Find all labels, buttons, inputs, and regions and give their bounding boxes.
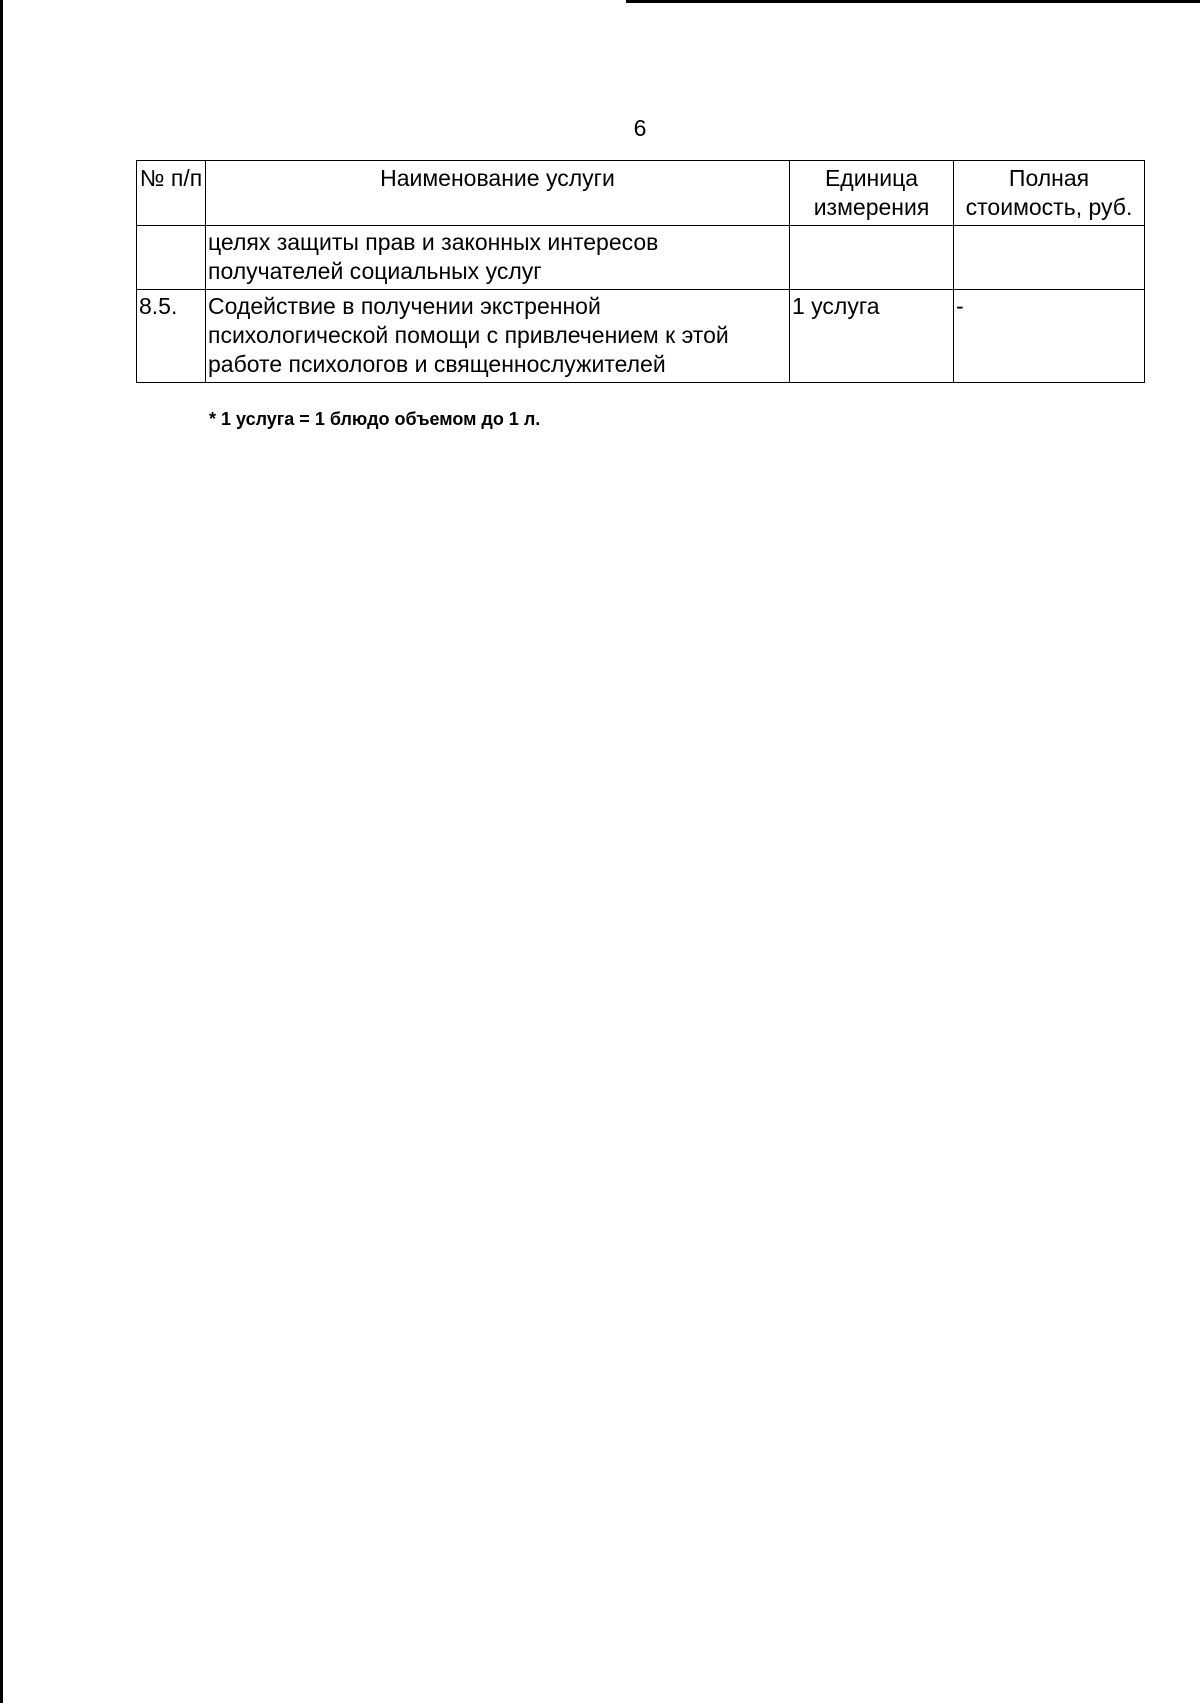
- footnote: * 1 услуга = 1 блюдо объемом до 1 л.: [209, 409, 541, 429]
- services-table: [136, 160, 1145, 383]
- cell-name: Содействие в получении экстренной психологической помощи с привлечением к этой работе психологов и священнослужителей: [206, 290, 790, 383]
- cell-num: 8.5.: [137, 290, 206, 383]
- cell-unit: [790, 226, 954, 290]
- cell-cost: [954, 226, 1145, 290]
- cell-name: целях защиты прав и законных интересов получателей социальных услуг: [206, 226, 790, 290]
- table-row: [137, 290, 1145, 383]
- table-row: [137, 226, 1145, 290]
- scan-top-edge: [626, 0, 1200, 3]
- table-header-row: [137, 161, 1145, 226]
- page-number: 6: [633, 115, 647, 141]
- header-cost: Полная стоимость, руб.: [954, 161, 1145, 226]
- cell-unit: 1 услуга: [790, 290, 954, 383]
- header-unit: Единица измерения: [790, 161, 954, 226]
- cell-cost: -: [954, 290, 1145, 383]
- header-num: № п/п: [137, 161, 206, 226]
- header-name: Наименование услуги: [206, 161, 790, 226]
- cell-num: [137, 226, 206, 290]
- scan-left-edge: [0, 0, 3, 1703]
